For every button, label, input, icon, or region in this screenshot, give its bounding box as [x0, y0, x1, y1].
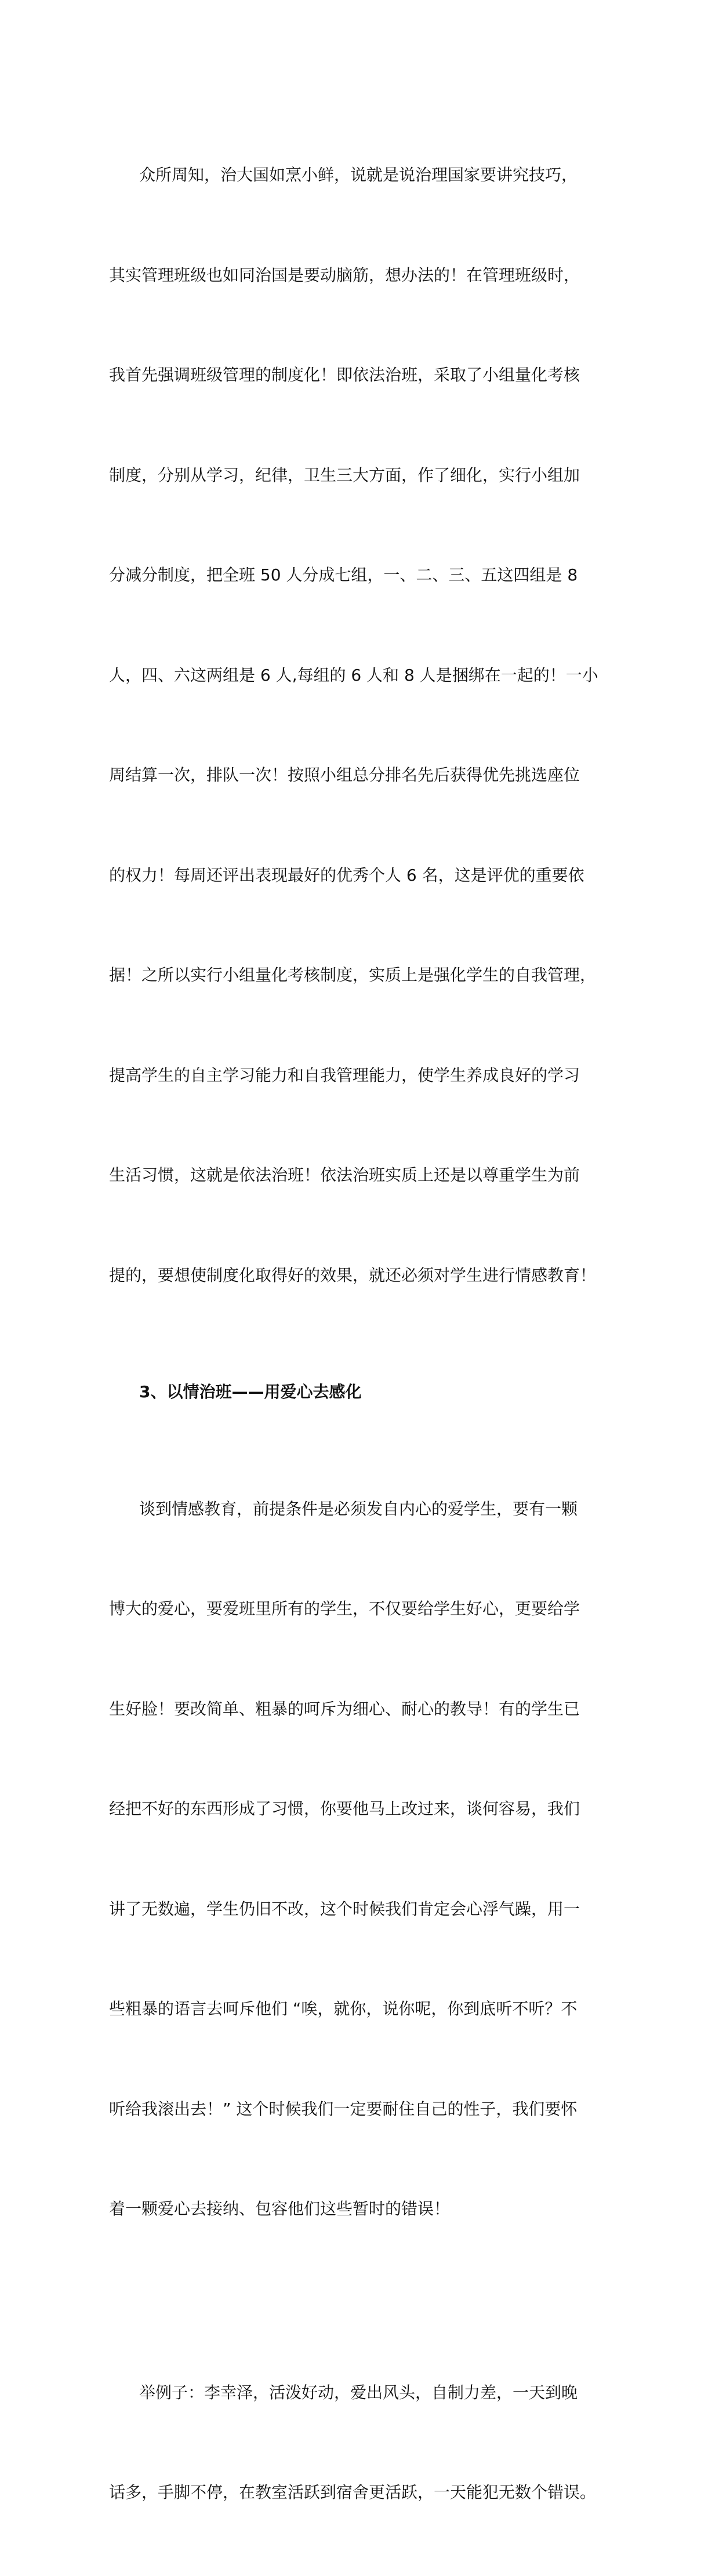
- paragraph-3-line: 举例子：李幸泽，活泼好动，爱出风头，自制力差，一天到晚: [139, 2382, 578, 2402]
- paragraph-2-line: 听给我滚出去！” 这个时候我们一定要耐住自己的性子，我们要怀: [109, 2099, 578, 2119]
- paragraph-1-line: 周结算一次，排队一次！按照小组总分排名先后获得优先挑选座位: [109, 765, 580, 784]
- paragraph-1-line: 据！之所以实行小组量化考核制度，实质上是强化学生的自我管理，: [109, 965, 597, 984]
- paragraph-2-line: 讲了无数遍，学生仍旧不改，这个时候我们肯定会心浮气躁，用一: [109, 1899, 580, 1919]
- paragraph-1-line: 其实管理班级也如同治国是要动脑筋，想办法的！在管理班级时，: [109, 265, 580, 285]
- document-body: [109, 92, 619, 2576]
- paragraph-1-line: 制度，分别从学习，纪律，卫生三大方面，作了细化，实行小组加: [109, 465, 580, 485]
- paragraph-2-line: 些粗暴的语言去呵斥他们 “唉，就你，说你呢，你到底听不听？不: [109, 1999, 578, 2018]
- paragraph-1-line: 提高学生的自主学习能力和自我管理能力，使学生养成良好的学习: [109, 1065, 580, 1085]
- paragraph-1-line: 人，四、六这两组是 6 人,每组的 6 人和 8 人是捆绑在一起的！一小: [109, 665, 598, 685]
- section-heading: 3、以情治班——用爱心去感化: [139, 1382, 362, 1401]
- paragraph-2: [109, 1426, 619, 2292]
- paragraph-1-line: 提的，要想使制度化取得好的效果，就还必须对学生进行情感教育！: [109, 1265, 597, 1285]
- paragraph-1-line: 的权力！每周还评出表现最好的优秀个人 6 名，这是评优的重要依: [109, 865, 584, 885]
- paragraph-1-line: 分减分制度，把全班 50 人分成七组，一、二、三、五这四组是 8: [109, 565, 578, 584]
- paragraph-2-line: 着一颗爱心去接纳、包容他们这些暂时的错误！: [109, 2199, 451, 2218]
- paragraph-2-line: 谈到情感教育，前提条件是必须发自内心的爱学生，要有一颗: [139, 1499, 578, 1518]
- paragraph-3-line: 话多，手脚不停，在教室活跃到宿舍更活跃，一天能犯无数个错误。: [109, 2483, 597, 2502]
- paragraph-1: [109, 92, 619, 1358]
- paragraph-1-line: 生活习惯，这就是依法治班！依法治班实质上还是以尊重学生为前: [109, 1165, 580, 1185]
- paragraph-2-line: 博大的爱心，要爱班里所有的学生，不仅要给学生好心，更要给学: [109, 1599, 580, 1618]
- paragraph-2-line: 生好脸！要改简单、粗暴的呵斥为细心、耐心的教导！有的学生已: [109, 1699, 580, 1718]
- paragraph-2-line: 经把不好的东西形成了习惯，你要他马上改过来，谈何容易，我们: [109, 1799, 580, 1818]
- paragraph-1-line: 我首先强调班级管理的制度化！即依法治班，采取了小组量化考核: [109, 365, 580, 384]
- paragraph-1-line: 众所周知，治大国如烹小鲜，说就是说治理国家要讲究技巧，: [139, 165, 578, 184]
- paragraph-3: [109, 2309, 619, 2576]
